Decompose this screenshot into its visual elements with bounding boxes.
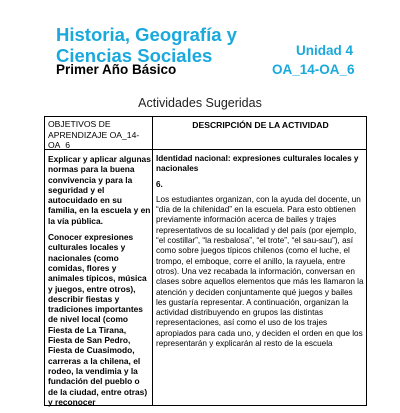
oa-code: OA_14-OA_6 xyxy=(272,62,355,77)
subject-title: Historia, Geografía y Ciencias Sociales xyxy=(56,24,237,66)
objective-item: Explicar y aplicar algunas normas para la buena convivencia y para la seguridad y el autocuidado en su familia, en la escuela y en la vía pública. xyxy=(48,154,151,226)
activity-text: Los estudiantes organizan, con la ayuda del docente, un “día de la chilenidad” en la escuela. Para esto obtienen previamente información acerca de bailes y trajes representativos de su localidad y del país (por ejemplo, “el costillar”, “la resbalosa”, “el trote”, “el sau-sau”), así como sobre juegos típicos chilenos (como el luche, el trompo, el emboque, corre el anillo, la rayuela, entre otros). Una vez recabada la información, conversan en clases sobre aquellos elementos que más les llamaron la atención y deciden conjuntamente qué juegos y bailes les gustaría representar. A continuación, organizan la actividad distribuyendo en grupos las distintas representaciones, así como el uso de los trajes apropiados para cada uno, y deciden el orden en que los representarán y explicarán al resto de la escuela xyxy=(156,194,364,349)
objective-item: Conocer expresiones culturales locales y nacionales (como comidas, flores y animales típicos, música y juegos, entre otros), describir fiestas y tradiciones importantes de nivel local (como Fiesta de La Tirana, Fiesta de San Pedro, Fiesta de Cuasimodo, carreras a la chilena, el rodeo, la vendimia y la fundación del pueblo o de la ciudad, entre otras) y reconocer xyxy=(48,232,148,407)
activities-table xyxy=(44,116,367,406)
grade-label: Primer Año Básico xyxy=(56,62,177,77)
activity-number: 6. xyxy=(156,179,163,189)
description-cell xyxy=(156,154,364,349)
objectives-header: OBJETIVOS DE APRENDIZAJE OA_14-OA_6 xyxy=(48,119,140,150)
description-header: DESCRIPCIÓN DE LA ACTIVIDAD xyxy=(192,120,329,130)
activity-title: Identidad nacional: expresiones culturales locales y nacionales xyxy=(156,154,359,174)
section-title: Actividades Sugeridas xyxy=(138,96,262,110)
unit-label: Unidad 4 xyxy=(296,43,354,58)
column-divider xyxy=(152,117,153,405)
objectives-cell xyxy=(48,154,151,413)
